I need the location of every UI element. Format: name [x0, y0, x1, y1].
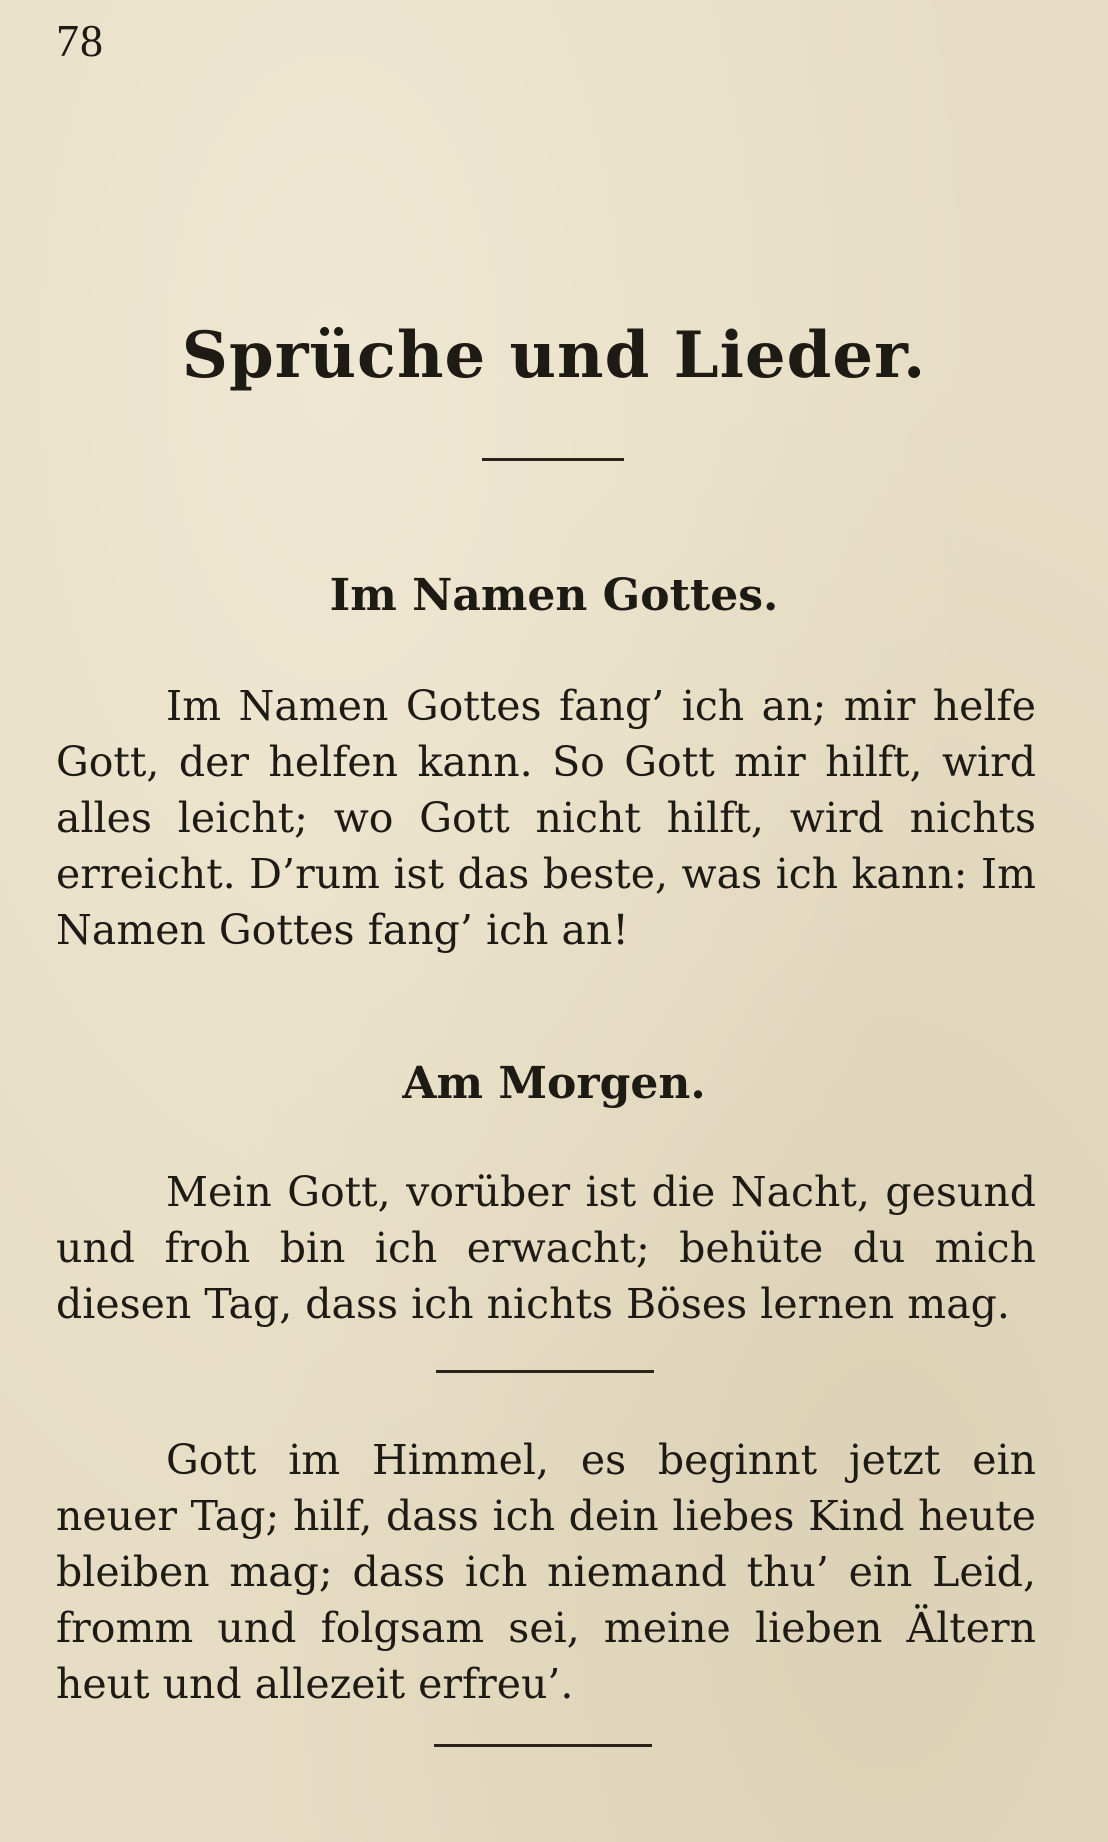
section-heading-im-namen-gottes: Im Namen Gottes.: [329, 570, 779, 621]
title-divider: [482, 458, 624, 461]
page-number: 78: [56, 15, 104, 66]
section-divider: [436, 1370, 654, 1373]
end-divider: [434, 1744, 652, 1747]
paragraph-am-morgen: Mein Gott, vorüber ist die Nacht, gesund und froh bin ich erwacht; behüte du mich diesen Tag, dass ich nichts Böses lernen mag.: [56, 1168, 1036, 1328]
section-heading-am-morgen: Am Morgen.: [402, 1058, 706, 1109]
chapter-title: Sprüche und Lieder.: [181, 318, 927, 393]
paragraph-gott-im-himmel: Gott im Himmel, es beginnt jetzt ein neuer Tag; hilf, dass ich dein liebes Kind heute bleiben mag; dass ich niemand thu’ ein Leid, fromm und folgsam sei, meine lieben Ältern heut und allezeit erfreu’.: [56, 1436, 1036, 1708]
paragraph-im-namen-gottes: Im Namen Gottes fang’ ich an; mir helfe Gott, der helfen kann. So Gott mir hilft, wird alles leicht; wo Gott nicht hilft, wird nichts erreicht. D’rum ist das beste, was ich kann: Im Namen Gottes fang’ ich an!: [56, 682, 1036, 954]
